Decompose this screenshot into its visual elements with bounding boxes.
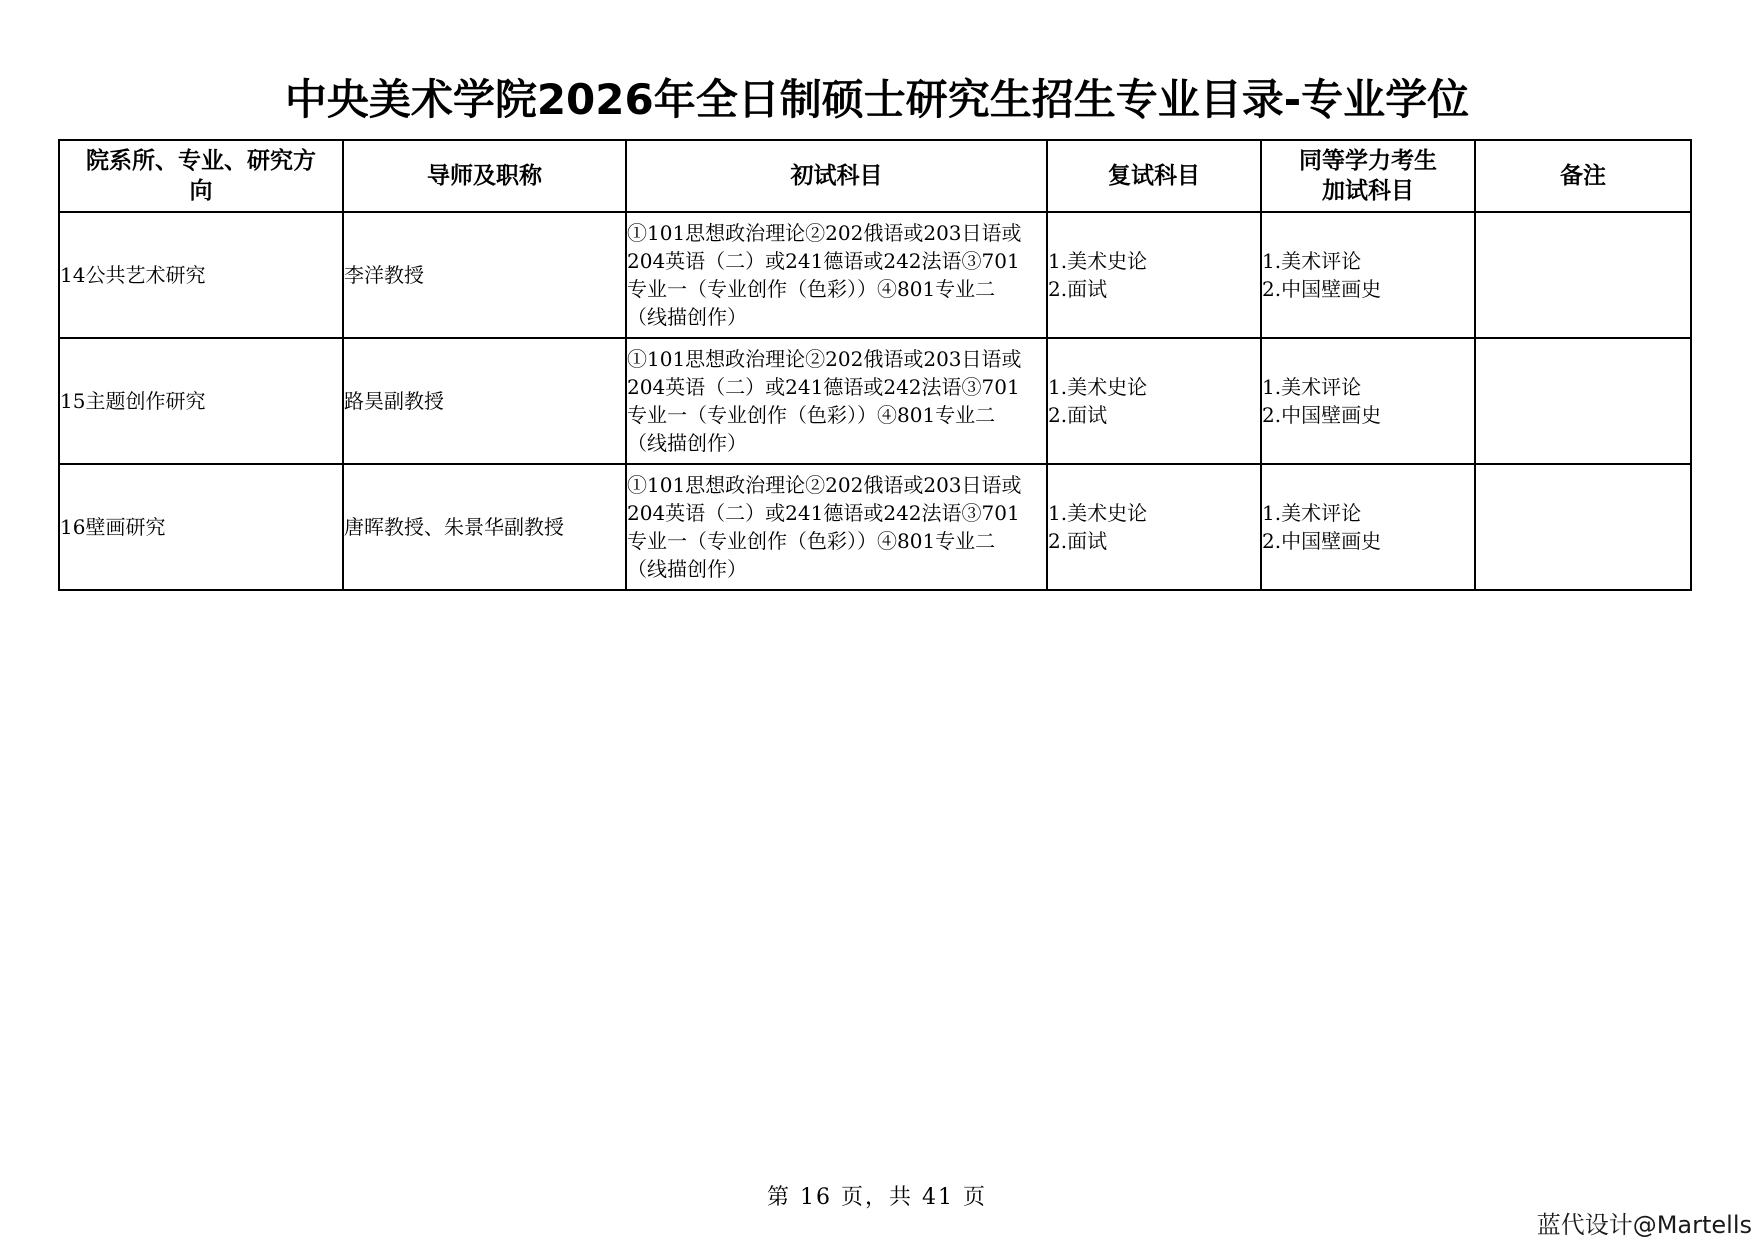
watermark-text: 蓝代设计@Martells [1536, 1211, 1752, 1239]
cell-supervisor: 李洋教授 [343, 212, 626, 338]
cell-retest: 1.美术史论 2.面试 [1047, 464, 1261, 590]
cell-supervisor: 唐晖教授、朱景华副教授 [343, 464, 626, 590]
cell-additional-exam: 1.美术评论 2.中国壁画史 [1261, 464, 1475, 590]
table-row [59, 338, 1691, 464]
header-additional-exam: 同等学力考生 加试科目 [1261, 140, 1475, 212]
cell-department: 15主题创作研究 [59, 338, 343, 464]
table-header-row [59, 140, 1691, 212]
header-remarks: 备注 [1475, 140, 1691, 212]
cell-additional-exam: 1.美术评论 2.中国壁画史 [1261, 338, 1475, 464]
header-retest: 复试科目 [1047, 140, 1261, 212]
cell-remarks [1475, 464, 1691, 590]
header-supervisor: 导师及职称 [343, 140, 626, 212]
cell-department: 16壁画研究 [59, 464, 343, 590]
cell-retest: 1.美术史论 2.面试 [1047, 338, 1261, 464]
page-number-footer: 第 16 页，共 41 页 [767, 1185, 987, 1210]
cell-initial-exam: ①101思想政治理论②202俄语或203日语或 204英语（二）或241德语或242法语③701 专业一（专业创作（色彩））④801专业二 （线描创作） [626, 464, 1047, 590]
header-initial-exam: 初试科目 [626, 140, 1047, 212]
enrollment-catalog-table [58, 139, 1692, 591]
cell-department: 14公共艺术研究 [59, 212, 343, 338]
cell-additional-exam: 1.美术评论 2.中国壁画史 [1261, 212, 1475, 338]
header-department: 院系所、专业、研究方 向 [59, 140, 343, 212]
cell-initial-exam: ①101思想政治理论②202俄语或203日语或 204英语（二）或241德语或242法语③701 专业一（专业创作（色彩））④801专业二 （线描创作） [626, 338, 1047, 464]
cell-supervisor: 路昊副教授 [343, 338, 626, 464]
cell-remarks [1475, 338, 1691, 464]
cell-retest: 1.美术史论 2.面试 [1047, 212, 1261, 338]
table-row [59, 212, 1691, 338]
cell-remarks [1475, 212, 1691, 338]
page-title: 中央美术学院2026年全日制硕士研究生招生专业目录-专业学位 [284, 75, 1470, 124]
cell-initial-exam: ①101思想政治理论②202俄语或203日语或 204英语（二）或241德语或242法语③701 专业一（专业创作（色彩））④801专业二 （线描创作） [626, 212, 1047, 338]
table-row [59, 464, 1691, 590]
